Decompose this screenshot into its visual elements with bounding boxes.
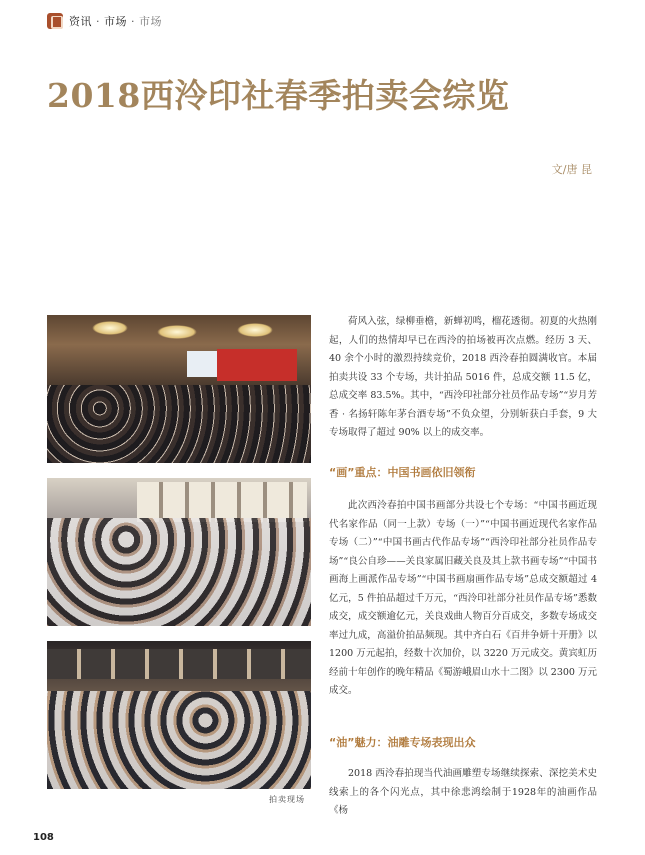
audience-crowd — [47, 385, 311, 463]
photo-caption: 拍卖现场 — [269, 795, 305, 804]
visitors-crowd — [47, 518, 311, 626]
breadcrumb — [69, 13, 162, 29]
breadcrumb-separator: · — [127, 15, 139, 28]
breadcrumb-separator: · — [92, 15, 104, 28]
bidders-crowd-photo — [47, 478, 311, 626]
projection-screen — [187, 351, 217, 377]
display-cases — [47, 649, 311, 679]
article-title: 2018西泠印社春季拍卖会综览 — [47, 76, 510, 115]
chandelier-icon — [157, 325, 197, 339]
section-header — [47, 12, 162, 30]
page-number: 108 — [33, 832, 54, 843]
breadcrumb-section: 资讯 — [69, 15, 92, 28]
article-byline: 文/唐 昆 — [551, 163, 592, 176]
breadcrumb-category: 市场 — [139, 15, 162, 28]
auction-hall-photo — [47, 315, 311, 463]
visitors-crowd — [47, 691, 311, 789]
article-paragraph: 荷风入弦，绿柳垂檐，新蝉初鸣，榴花透彻。初夏的火热刚起，人们的热情却早已在西泠的拍场被再次点燃。经历 3 天、40 余个小时的激烈持续竞价，2018 西泠春拍圆满收官。本届拍卖共设 33 个专场，共计拍品 5016 件，总成交额 11.5 亿，总成交率 83.5%。其中，“西泠印社部分社员作品专场”“岁月芳香 · 名扬轩陈年茅台酒专场”不负众望，分别斩获白手套，9 大专场取得了超过 90% 以上的成交率。 — [329, 316, 597, 438]
article-paragraph: 此次西泠春拍中国书画部分共设七个专场：“中国书画近现代名家作品（同一上款）专场（一）”“中国书画近现代名家作品专场（二）”“中国书画古代作品专场”“西泠印社部分社员作品专场”“良公自珍——关良家属旧藏关良及其上款书画专场”“中国书画海上画派作品专场”“中国书画扇画作品专场”总成交额超过 4 亿元，5 件拍品超过千万元，“西泠印社部分社员作品专场”悉数成交，成交额逾亿元，关良戏曲人物百分百成交，多数专场成交率过九成，高溢价拍品频现。其中齐白石《百井争妍十开册》以 1200 万元起拍，经数十次加价，以 3220 万元成交。黄宾虹历经前十年创作的晚年精品《蜀游峨眉山水十二图》以 2300 万元成交。 — [329, 500, 597, 696]
preview-exhibition-photo — [47, 641, 311, 789]
chandelier-icon — [237, 323, 273, 337]
section-heading: “油”魅力：油雕专场表现出众 — [329, 736, 476, 749]
magazine-logo-icon — [47, 13, 63, 29]
article-paragraph: 2018 西泠春拍现当代油画雕塑专场继续探索、深挖美术史线索上的各个闪光点，其中徐悲鸿绘制于1928年的油画作品《杨 — [329, 768, 597, 816]
section-heading: “画”重点：中国书画依旧领衔 — [329, 466, 476, 479]
stage-backdrop — [217, 349, 297, 381]
chandelier-icon — [92, 321, 128, 335]
paintings-on-wall — [137, 482, 307, 522]
breadcrumb-sub: 市场 — [104, 15, 127, 28]
